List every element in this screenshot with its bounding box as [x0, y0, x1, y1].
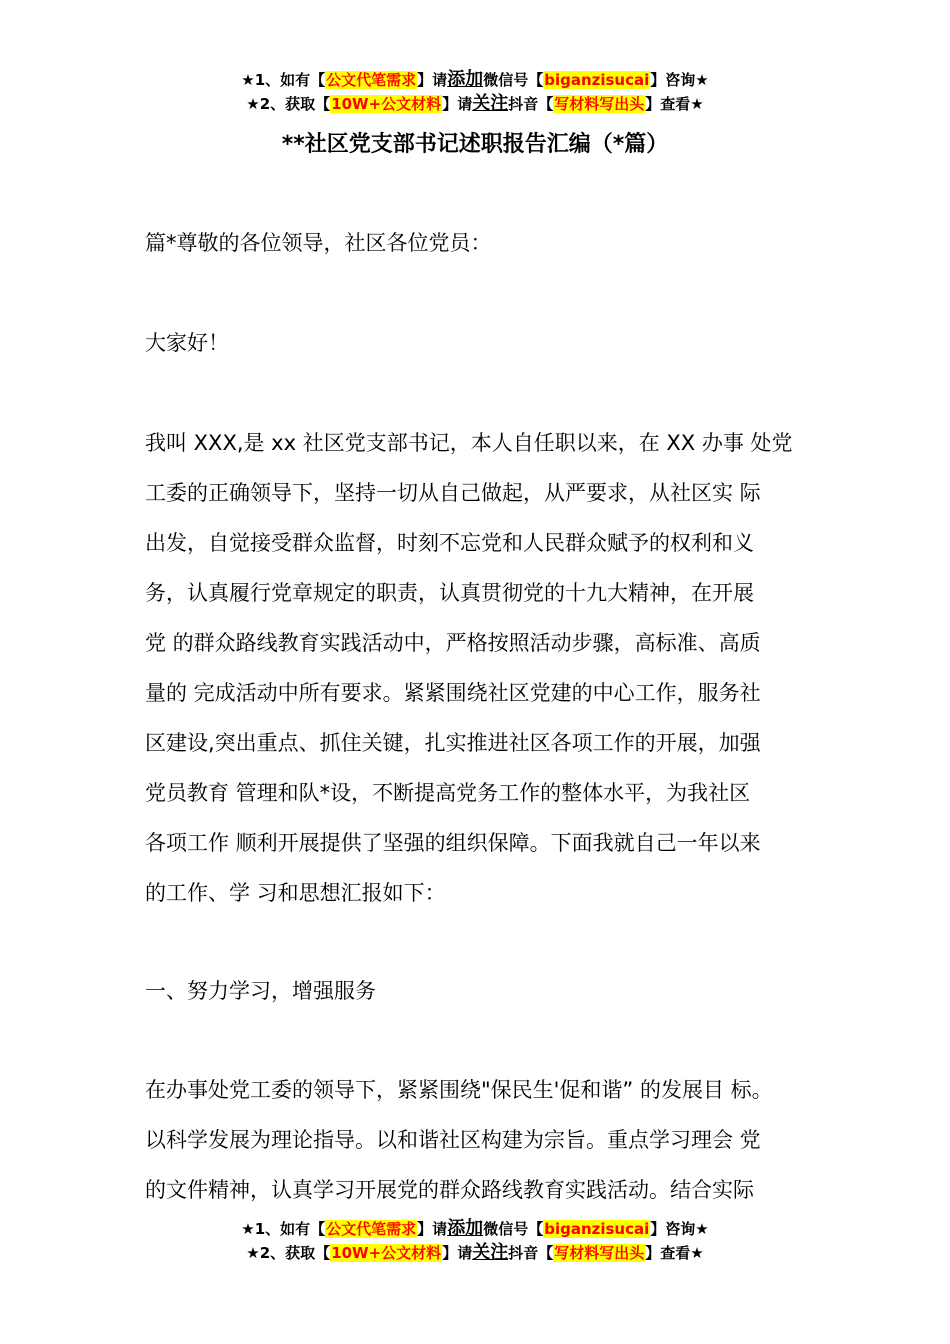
banner-text: 微信号【: [483, 71, 544, 89]
section-heading-text: 一、努力学习，增强服务: [145, 979, 376, 1003]
banner-emphasis: 关注: [472, 93, 509, 114]
banner-highlight: 10W+公文材料: [331, 95, 442, 113]
greeting: [145, 318, 825, 368]
banner-text: 抖音【: [508, 1244, 554, 1262]
salutation-text: 篇*尊敬的各位领导，社区各位党员：: [145, 231, 492, 255]
banner-text: 】请: [417, 1220, 448, 1238]
paragraph-line: 区建设,突出重点、抓住关键，扎实推进社区各项工作的开展，加强: [145, 731, 761, 755]
banner-highlight: biganzisucai: [544, 1220, 650, 1238]
paragraph-line: 党 的群众路线教育实践活动中，严格按照活动步骤，高标准、高质: [145, 631, 761, 655]
document-title: **社区党支部书记述职报告汇编（*篇）: [281, 132, 669, 157]
banner-text: 】查看★: [645, 1244, 704, 1262]
banner-text: ★1、如有【: [241, 71, 326, 89]
paragraph-line: 的文件精神，认真学习开展党的群众路线教育实践活动。结合实际: [145, 1178, 754, 1202]
banner-text: ★2、获取【: [246, 95, 331, 113]
banner-emphasis: 关注: [472, 1242, 509, 1263]
banner-emphasis: 添加: [447, 69, 484, 90]
paragraph-line: 各项工作 顺利开展提供了坚强的组织保障。下面我就自己一年以来: [145, 831, 761, 855]
intro-paragraph: [145, 418, 825, 918]
paragraph-line: 量的 完成活动中所有要求。紧紧围绕社区党建的中心工作，服务社: [145, 681, 761, 705]
banner-line-1: [0, 1219, 950, 1243]
banner-highlight: 公文代笔需求: [326, 71, 417, 89]
banner-highlight: 10W+公文材料: [331, 1244, 442, 1262]
section-heading: [145, 966, 825, 1016]
paragraph-line: 的工作、学 习和思想汇报如下：: [145, 881, 446, 905]
greeting-text: 大家好！: [145, 331, 229, 355]
banner-text: 抖音【: [508, 95, 554, 113]
banner-line-2: [0, 94, 950, 118]
bottom-banner: [0, 1219, 950, 1267]
banner-emphasis: 添加: [447, 1218, 484, 1239]
banner-highlight: 写材料写出头: [554, 1244, 645, 1262]
banner-highlight: 公文代笔需求: [326, 1220, 417, 1238]
banner-text: 微信号【: [483, 1220, 544, 1238]
top-banner: [0, 70, 950, 118]
paragraph-line: 在办事处党工委的领导下，紧紧围绕"保民生'促和谐” 的发展目 标。: [145, 1078, 773, 1102]
paragraph-line: 务，认真履行党章规定的职责，认真贯彻党的十九大精神，在开展: [145, 581, 754, 605]
banner-text: 】咨询★: [650, 71, 709, 89]
banner-text: 】请: [417, 71, 448, 89]
paragraph-line: 以科学发展为理论指导。以和谐社区构建为宗旨。重点学习理会 党: [145, 1128, 761, 1152]
banner-highlight: 写材料写出头: [554, 95, 645, 113]
banner-text: 】请: [442, 1244, 473, 1262]
banner-text: ★2、获取【: [246, 1244, 331, 1262]
paragraph-line: 工委的正确领导下，坚持一切从自己做起，从严要求，从社区实 际: [145, 481, 761, 505]
salutation: [145, 218, 825, 268]
banner-text: 】查看★: [645, 95, 704, 113]
section-paragraph: [145, 1065, 825, 1215]
paragraph-line: 出发，自觉接受群众监督，时刻不忘党和人民群众赋予的权利和义: [145, 531, 754, 555]
banner-text: 】咨询★: [650, 1220, 709, 1238]
banner-line-2: [0, 1243, 950, 1267]
banner-text: ★1、如有【: [241, 1220, 326, 1238]
paragraph-line: 党员教育 管理和队*设，不断提高党务工作的整体水平，为我社区: [145, 781, 751, 805]
banner-text: 】请: [442, 95, 473, 113]
banner-highlight: biganzisucai: [544, 71, 650, 89]
banner-line-1: [0, 70, 950, 94]
paragraph-line: 我叫 XXX,是 xx 社区党支部书记，本人自任职以来，在 XX 办事 处党: [145, 431, 793, 455]
